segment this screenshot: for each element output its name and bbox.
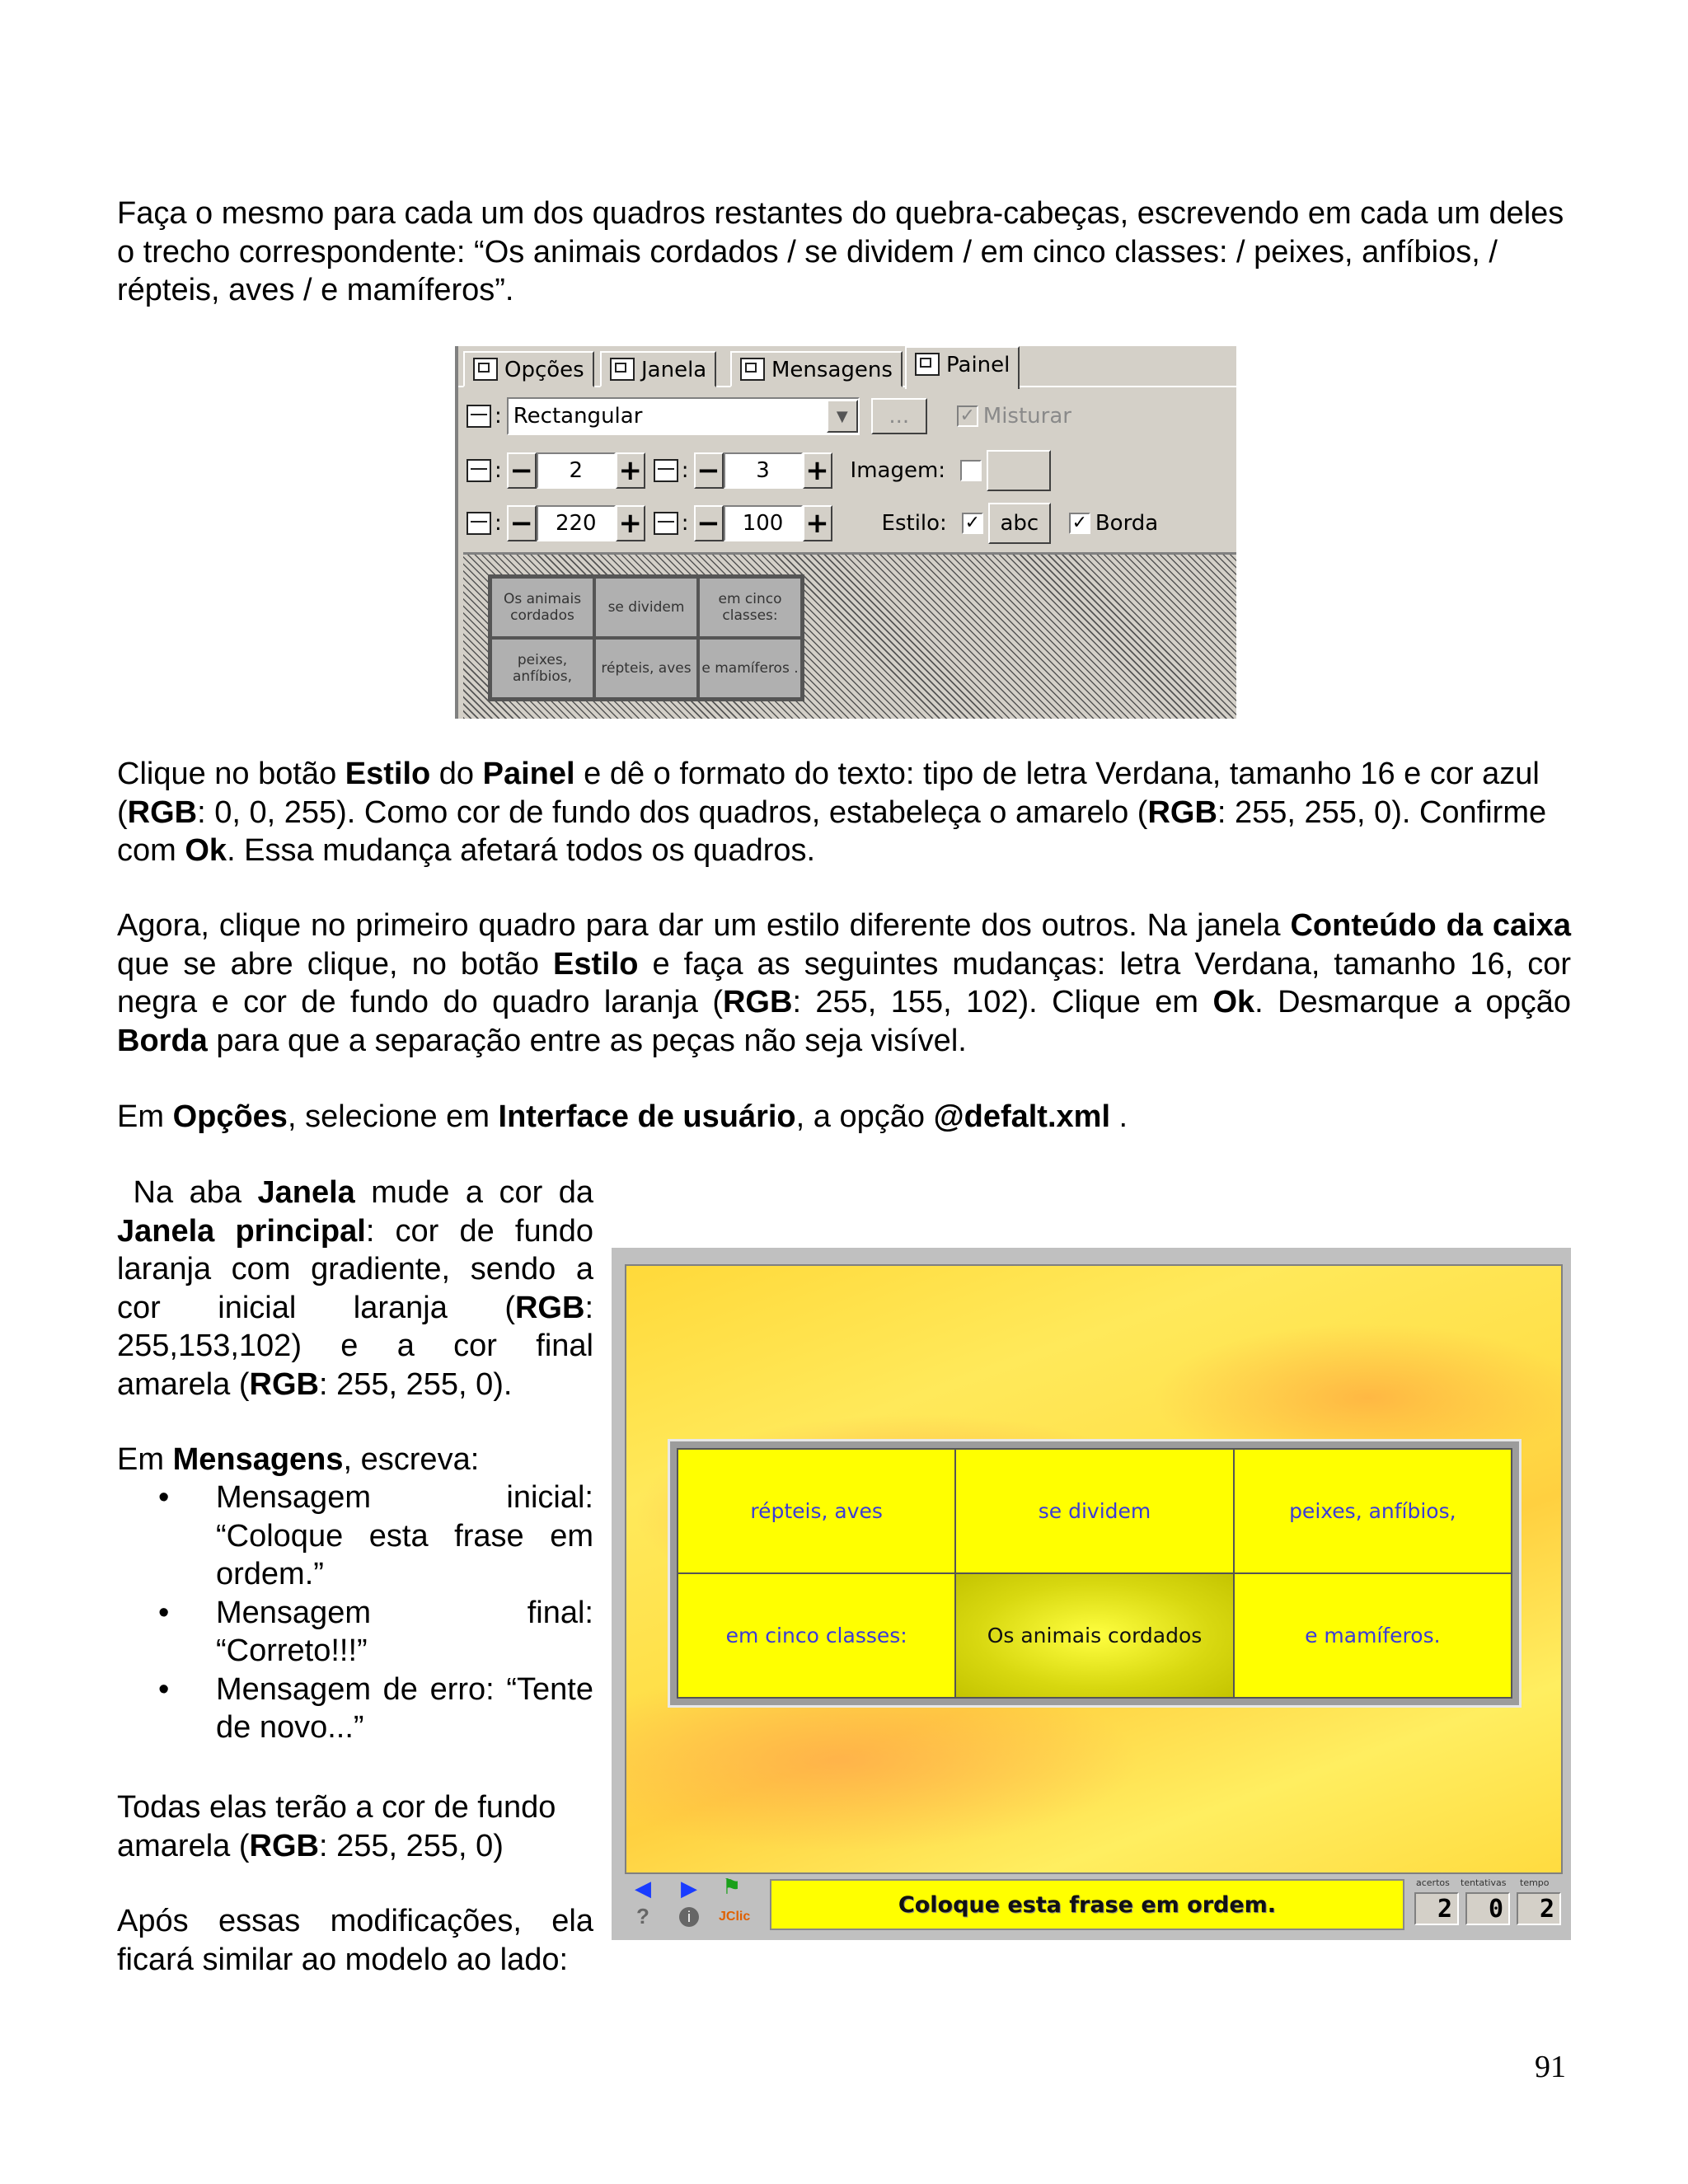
- cols-input[interactable]: 3: [724, 452, 803, 489]
- bullet-icon: •: [158, 1671, 170, 1707]
- counter-tempo: 2: [1517, 1892, 1561, 1925]
- bullet-icon: •: [158, 1480, 170, 1515]
- colon: :: [681, 458, 689, 483]
- list-item: • Mensagem inicial: “Coloque esta frase em ordem.”: [158, 1480, 593, 1591]
- page-number: 91: [1535, 2050, 1566, 2084]
- colon: :: [495, 511, 502, 536]
- puzzle-piece[interactable]: se dividem: [956, 1450, 1232, 1572]
- cols-minus-button[interactable]: −: [694, 452, 724, 489]
- width-icon: [467, 512, 491, 535]
- height-input[interactable]: 100: [724, 505, 803, 541]
- counter-acertos: 2: [1414, 1892, 1459, 1925]
- shape-row: [467, 397, 1071, 435]
- help-icon[interactable]: ?: [636, 1904, 649, 1929]
- tab-label: Mensagens: [771, 358, 893, 382]
- height-icon: [654, 512, 678, 535]
- abc-style-button[interactable]: abc: [988, 503, 1051, 544]
- info-icon[interactable]: i: [679, 1907, 699, 1927]
- imagem-checkbox[interactable]: [960, 460, 982, 481]
- estilo-paragraph: Clique no botão Estilo do Painel e dê o formato do texto: tipo de letra Verdana, tamanho 16 e cor azul (RGB: 0, 0, 255). Como cor de fundo dos quadros, estabeleça o amarelo (RGB: 255, 255, 0). Confirme com Ok. Essa mudança afetará todos os quadros.: [117, 757, 1547, 868]
- shape-select[interactable]: [507, 397, 860, 435]
- puzzle-piece[interactable]: Os animais cordados: [956, 1574, 1232, 1697]
- colon: :: [681, 511, 689, 536]
- list-item: • Mensagem de erro: “Tente de novo...”: [158, 1671, 593, 1745]
- messages-icon: [740, 358, 765, 381]
- apos-paragraph: Após essas modificações, ela ficará similar ao modelo ao lado:: [117, 1904, 593, 1977]
- misturar-checkbox[interactable]: ✓: [957, 405, 978, 427]
- mensagens-paragraph: Em Mensagens, escreva:: [117, 1442, 480, 1477]
- estilo-label: Estilo:: [881, 511, 947, 536]
- options-icon: [473, 358, 498, 381]
- misturar-label: Misturar: [982, 404, 1071, 429]
- colon: :: [495, 458, 502, 483]
- rows-plus-button[interactable]: +: [616, 452, 645, 489]
- list-item: • Mensagem final: “Correto!!!”: [158, 1595, 593, 1668]
- tab-label: Painel: [946, 353, 1010, 377]
- colon: :: [495, 404, 502, 429]
- rows-input[interactable]: 2: [537, 452, 616, 489]
- jclic-activity-screenshot: [612, 1248, 1571, 1940]
- counter-label-tentativas: tentativas: [1461, 1877, 1507, 1888]
- tab-painel[interactable]: [905, 346, 1020, 389]
- jclic-main-window: [625, 1264, 1563, 1874]
- borda-label: Borda: [1095, 511, 1159, 536]
- imagem-button[interactable]: [987, 450, 1051, 491]
- todas-paragraph: Todas elas terão a cor de fundo amarela (RGB: 255, 255, 0): [117, 1790, 556, 1863]
- panel-icon: [915, 353, 940, 376]
- counter-tentativas: 0: [1465, 1892, 1510, 1925]
- shape-value: Rectangular: [513, 404, 643, 429]
- puzzle-piece[interactable]: répteis, aves: [678, 1450, 954, 1572]
- bullet-icon: •: [158, 1595, 170, 1630]
- cell-size-row: [467, 503, 1158, 544]
- height-plus-button[interactable]: +: [803, 505, 832, 541]
- width-input[interactable]: 220: [537, 505, 616, 541]
- preview-cell[interactable]: peixes, anfíbios,: [490, 638, 594, 699]
- intro-paragraph: Faça o mesmo para cada um dos quadros restantes do quebra-cabeças, escrevendo em cada um deles o trecho correspondente: “Os animais cordados / se dividem / em cinco classes: / peixes, anfíbios, / répteis, aves / e mamíferos”.: [117, 196, 1564, 307]
- puzzle-board: [668, 1439, 1522, 1708]
- preview-cell[interactable]: em cinco classes:: [698, 577, 802, 638]
- preview-cell[interactable]: e mamíferos .: [698, 638, 802, 699]
- puzzle-piece[interactable]: peixes, anfíbios,: [1235, 1450, 1511, 1572]
- cols-plus-button[interactable]: +: [803, 452, 832, 489]
- tab-bar: [458, 346, 1236, 387]
- puzzle-grid: [677, 1448, 1512, 1699]
- preview-cell[interactable]: Os animais cordados: [490, 577, 594, 638]
- puzzle-piece[interactable]: e mamíferos.: [1235, 1574, 1511, 1697]
- window-icon: [610, 358, 635, 381]
- rows-minus-button[interactable]: −: [507, 452, 537, 489]
- misturar-option[interactable]: [957, 404, 1071, 429]
- estilo-checkbox[interactable]: ✓: [962, 513, 983, 534]
- grid-size-row: [467, 450, 1051, 491]
- janela-paragraph: Na aba Janela mude a cor da Janela principal: cor de fundo laranja com gradiente, sendo a cor inicial laranja (RGB: 255,153,102) e a cor final amarela (RGB: 255, 255, 0).: [117, 1175, 603, 1402]
- tab-label: Opções: [504, 358, 584, 382]
- width-minus-button[interactable]: −: [507, 505, 537, 541]
- shape-icon: [467, 405, 491, 428]
- preview-cell[interactable]: se dividem: [594, 577, 698, 638]
- primeiro-quadro-paragraph: Agora, clique no primeiro quadro para dar um estilo diferente dos outros. Na janela Conteúdo da caixa que se abre clique, no botão Estilo e faça as seguintes mudanças: letra Verdana, tamanho 16, cor negra e cor de fundo do quadro laranja (RGB: 255, 155, 102). Clique em Ok. Desmarque a opção Borda para que a separação entre as peças não seja visível.: [117, 908, 1571, 1058]
- message-box: Coloque esta frase em ordem.: [770, 1879, 1404, 1930]
- messages-list: [158, 1479, 593, 1747]
- opcoes-paragraph: Em Opções, selecione em Interface de usuário, a opção @defalt.xml .: [117, 1099, 1128, 1134]
- flag-icon[interactable]: ⚑: [722, 1874, 742, 1899]
- tab-janela[interactable]: [600, 351, 716, 387]
- counter-label-acertos: acertos: [1416, 1877, 1450, 1888]
- panel-dialog-screenshot: [455, 346, 1236, 719]
- width-plus-button[interactable]: +: [616, 505, 645, 541]
- imagem-label: Imagem:: [850, 458, 946, 483]
- borda-checkbox[interactable]: ✓: [1069, 513, 1090, 534]
- ellipsis-button[interactable]: ...: [871, 398, 927, 434]
- panel-preview-area: [463, 552, 1236, 719]
- tab-label: Janela: [641, 358, 707, 382]
- back-arrow-icon[interactable]: ◀: [635, 1876, 651, 1900]
- tab-mensagens[interactable]: [730, 351, 903, 387]
- puzzle-piece[interactable]: em cinco classes:: [678, 1574, 954, 1697]
- preview-grid: [488, 574, 804, 701]
- forward-arrow-icon[interactable]: ▶: [681, 1876, 697, 1900]
- jclic-status-bar: [613, 1876, 1569, 1940]
- preview-cell[interactable]: répteis, aves: [594, 638, 698, 699]
- chevron-down-icon[interactable]: ▼: [827, 400, 858, 433]
- columns-icon: [654, 459, 678, 482]
- height-minus-button[interactable]: −: [694, 505, 724, 541]
- tab-opcoes[interactable]: [463, 351, 594, 387]
- rows-icon: [467, 459, 491, 482]
- jclic-logo[interactable]: JClic: [719, 1910, 751, 1924]
- counter-label-tempo: tempo: [1520, 1877, 1550, 1888]
